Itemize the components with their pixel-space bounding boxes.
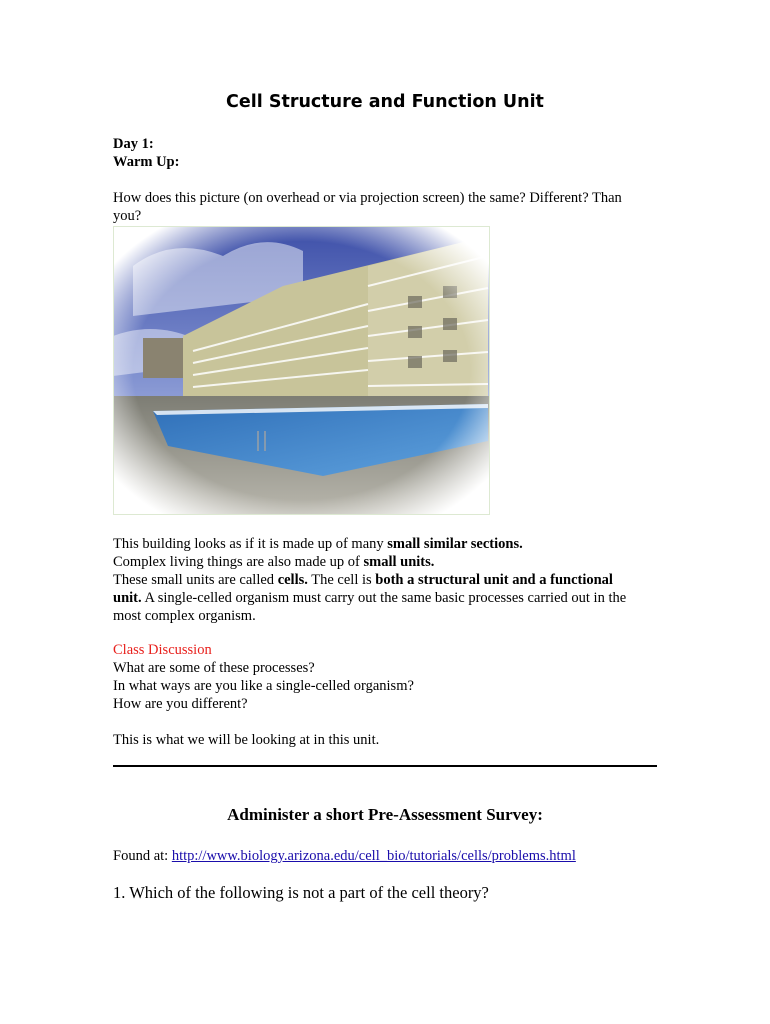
bold-text-run: both a structural unit and a functional — [375, 572, 613, 588]
found-at-label: Found at: — [113, 848, 172, 864]
discussion-question-2: In what ways are you like a single-celled organism? — [113, 678, 414, 694]
bold-text-run: small similar sections. — [387, 536, 523, 552]
page-title: Cell Structure and Function Unit — [226, 92, 544, 112]
text-run: A single-celled organism must carry out the same basic processes carried out in the — [141, 590, 627, 606]
paragraph-line-2 — [113, 553, 658, 571]
text-run: The cell is — [307, 572, 376, 588]
survey-link[interactable]: http://www.biology.arizona.edu/cell_bio/tutorials/cells/problems.html — [171, 848, 576, 864]
warm-up-label: Warm Up: — [113, 154, 180, 170]
closing-line: This is what we will be looking at in this unit. — [113, 732, 380, 748]
building-paragraph — [113, 535, 658, 625]
bold-text-run: cells. — [277, 572, 308, 588]
warm-up-question — [113, 189, 658, 225]
class-discussion-heading: Class Discussion — [113, 642, 212, 658]
paragraph-line-5: most complex organism. — [113, 608, 256, 624]
text-run: These small units are called — [113, 572, 278, 588]
discussion-question-1: What are some of these processes? — [113, 660, 315, 676]
bold-text-run: unit. — [113, 590, 142, 606]
question-1: 1. Which of the following is not a part of the cell theory? — [113, 883, 489, 902]
apartment-building-pool-photo — [113, 226, 490, 515]
bold-text-run: small units. — [363, 554, 435, 570]
text-run: This building looks as if it is made up of many — [113, 536, 388, 552]
warm-up-question-line-2: you? — [113, 208, 142, 224]
class-discussion — [113, 641, 658, 713]
warm-up-question-line-1: How does this picture (on overhead or via projection screen) the same? Different? Than — [113, 190, 622, 206]
paragraph-line-1 — [113, 535, 658, 553]
text-run: Complex living things are also made up of — [113, 554, 364, 570]
day-label: Day 1: — [113, 136, 154, 152]
horizontal-divider — [113, 765, 657, 767]
survey-heading: Administer a short Pre-Assessment Survey: — [227, 805, 543, 824]
paragraph-line-4 — [113, 589, 658, 607]
found-at-line — [113, 847, 658, 865]
paragraph-line-3 — [113, 571, 658, 589]
discussion-question-3: How are you different? — [113, 696, 248, 712]
